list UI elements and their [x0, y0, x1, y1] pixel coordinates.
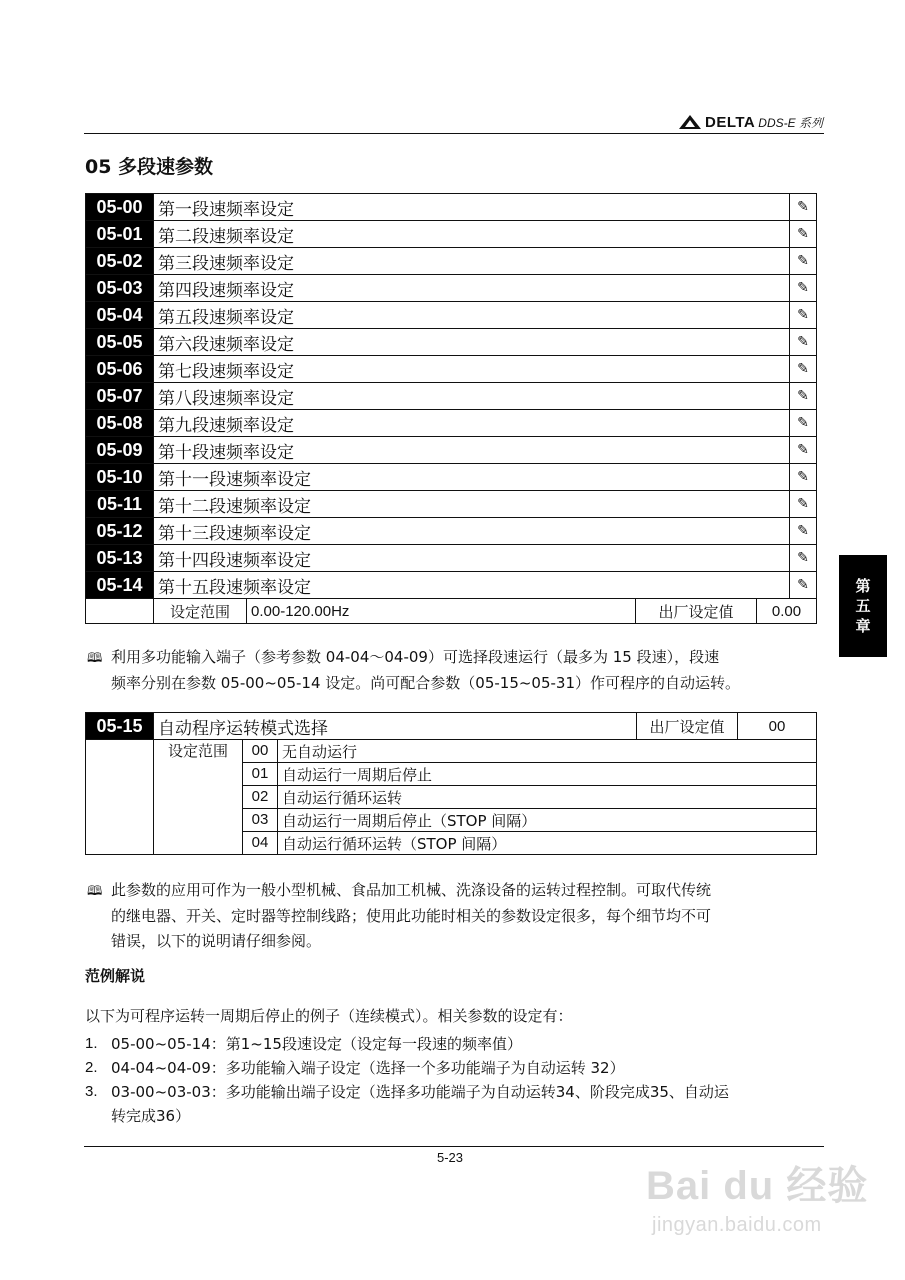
- option-cell: [243, 740, 817, 763]
- param-name: 第六段速频率设定: [154, 329, 790, 356]
- series-label: DDS-E 系列: [758, 115, 823, 130]
- multi-speed-param-table: [85, 193, 817, 624]
- param-code: 05-14: [86, 572, 154, 599]
- list-item: [85, 1056, 825, 1080]
- param-code: 05-07: [86, 383, 154, 410]
- step-number: 2.: [85, 1059, 98, 1076]
- option-text: 自动运行循环运转（STOP 间隔）: [282, 834, 507, 853]
- default-value: 0.00: [757, 599, 817, 624]
- chapter-tab: [839, 555, 887, 657]
- param-name: 第一段速频率设定: [154, 194, 790, 221]
- option-text: 自动运行循环运转: [282, 788, 403, 807]
- param-row: [86, 302, 817, 329]
- section-title: 05 多段速参数: [85, 156, 214, 178]
- default-value: 00: [738, 713, 817, 740]
- param-row: [86, 464, 817, 491]
- range-blank-cell: [86, 740, 154, 855]
- edit-pen-icon: ✎: [790, 491, 817, 518]
- param-name: 第五段速频率设定: [154, 302, 790, 329]
- edit-pen-icon: ✎: [790, 275, 817, 302]
- note-line: 频率分别在参数 05-00~05-14 设定。尚可配合参数（05-15~05-31）作可程序的自动运转。: [111, 674, 741, 692]
- auto-program-param-table: [85, 712, 817, 855]
- step-number: 1.: [85, 1035, 98, 1052]
- list-item: [85, 1104, 825, 1128]
- param-name: 第八段速频率设定: [154, 383, 790, 410]
- option-4: [243, 832, 816, 854]
- param-code: 05-04: [86, 302, 154, 329]
- param-code: 05-15: [86, 713, 154, 740]
- step-text: 05-00~05-14：第1~15段速设定（设定每一段速的频率值）: [111, 1035, 522, 1053]
- step-number: 3.: [85, 1083, 98, 1100]
- example-steps: [85, 1032, 825, 1128]
- example-intro: 以下为可程序运转一周期后停止的例子（连续模式）。相关参数的设定有：: [85, 1007, 573, 1025]
- edit-pen-icon: ✎: [790, 383, 817, 410]
- option-1: [243, 763, 816, 785]
- param-row: [86, 518, 817, 545]
- chapter-char: 五: [855, 597, 871, 615]
- option-text: 自动运行一周期后停止（STOP 间隔）: [282, 811, 537, 830]
- header-rule: [84, 133, 824, 134]
- option-cell: [243, 832, 817, 855]
- param-name: 第十二段速频率设定: [154, 491, 790, 518]
- note-application: [87, 878, 827, 954]
- step-number: [85, 1104, 111, 1128]
- param-code: 05-01: [86, 221, 154, 248]
- edit-pen-icon: ✎: [790, 464, 817, 491]
- edit-pen-icon: ✎: [790, 329, 817, 356]
- brand-name: DELTA: [705, 113, 756, 131]
- param-code: 05-13: [86, 545, 154, 572]
- param-name: 第七段速频率设定: [154, 356, 790, 383]
- param-code: 05-08: [86, 410, 154, 437]
- param-code: 05-05: [86, 329, 154, 356]
- param-code: 05-00: [86, 194, 154, 221]
- edit-pen-icon: ✎: [790, 221, 817, 248]
- list-item: [85, 1080, 825, 1104]
- page-number: 5-23: [437, 1150, 464, 1165]
- note-line: 错误，以下的说明请仔细参阅。: [111, 932, 322, 950]
- step-text: 转完成36）: [111, 1107, 191, 1125]
- param-code: 05-10: [86, 464, 154, 491]
- edit-pen-icon: ✎: [790, 356, 817, 383]
- param-name: 第十五段速频率设定: [154, 572, 790, 599]
- param-row: [86, 275, 817, 302]
- param-code: 05-02: [86, 248, 154, 275]
- watermark-url: jingyan.baidu.com: [652, 1214, 822, 1236]
- option-cell: [243, 763, 817, 786]
- step-text: 04-04~04-09：多功能输入端子设定（选择一个多功能端子为自动运转 32）: [111, 1059, 625, 1077]
- param-name: 第十四段速频率设定: [154, 545, 790, 572]
- param-name: 自动程序运转模式选择: [154, 713, 637, 740]
- edit-pen-icon: ✎: [790, 248, 817, 275]
- param-name: 第九段速频率设定: [154, 410, 790, 437]
- option-cell: [243, 786, 817, 809]
- param-row: [86, 437, 817, 464]
- edit-pen-icon: ✎: [790, 437, 817, 464]
- example-title: 范例解说: [85, 967, 146, 985]
- param-row: [86, 410, 817, 437]
- note-line: [87, 878, 827, 904]
- option-code: 02: [243, 786, 278, 808]
- param15-header-row: [86, 713, 817, 740]
- option-0: [243, 740, 816, 762]
- param-code: 05-03: [86, 275, 154, 302]
- step-text: 03-00~03-03：多功能输出端子设定（选择多功能端子为自动运转34、阶段完成35、自动运: [111, 1083, 729, 1101]
- param-row: [86, 221, 817, 248]
- param-row: [86, 545, 817, 572]
- param-row: [86, 491, 817, 518]
- option-row: [86, 740, 817, 763]
- option-3: [243, 809, 816, 831]
- option-2: [243, 786, 816, 808]
- range-value: 0.00-120.00Hz: [247, 599, 636, 624]
- default-label: 出厂设定值: [636, 599, 757, 624]
- option-text: 自动运行一周期后停止: [282, 765, 433, 784]
- param-row: [86, 383, 817, 410]
- range-blank-cell: [86, 599, 154, 624]
- range-label: 设定范围: [154, 599, 247, 624]
- param-name: 第二段速频率设定: [154, 221, 790, 248]
- edit-pen-icon: ✎: [790, 572, 817, 599]
- note-line: [87, 645, 827, 671]
- note-text: 此参数的应用可作为一般小型机械、食品加工机械、洗涤设备的运转过程控制。可取代传统: [111, 881, 712, 899]
- edit-pen-icon: ✎: [790, 302, 817, 329]
- param-name: 第十一段速频率设定: [154, 464, 790, 491]
- default-label: 出厂设定值: [637, 713, 738, 740]
- option-code: 01: [243, 763, 278, 785]
- option-code: 04: [243, 832, 278, 854]
- param-code: 05-11: [86, 491, 154, 518]
- option-code: 00: [243, 740, 278, 762]
- note-multi-speed: [87, 645, 827, 696]
- param-row: [86, 329, 817, 356]
- footer-rule: [84, 1146, 824, 1147]
- param-row: [86, 572, 817, 599]
- param-name: 第十段速频率设定: [154, 437, 790, 464]
- watermark-logo: Bai du 经验: [646, 1164, 869, 1208]
- delta-logo-icon: [678, 114, 702, 130]
- range-label: 设定范围: [154, 740, 243, 855]
- book-icon: 🕮: [87, 651, 103, 666]
- param-code: 05-06: [86, 356, 154, 383]
- note-line: 的继电器、开关、定时器等控制线路；使用此功能时相关的参数设定很多，每个细节均不可: [111, 907, 712, 925]
- option-text: 无自动运行: [282, 742, 358, 761]
- param-name: 第四段速频率设定: [154, 275, 790, 302]
- edit-pen-icon: ✎: [790, 194, 817, 221]
- chapter-char: 第: [855, 577, 871, 595]
- param-name: 第三段速频率设定: [154, 248, 790, 275]
- list-item: [85, 1032, 825, 1056]
- brand-header: [678, 112, 823, 132]
- option-code: 03: [243, 809, 278, 831]
- param-row: [86, 194, 817, 221]
- chapter-char: 章: [855, 617, 871, 635]
- edit-pen-icon: ✎: [790, 545, 817, 572]
- param-code: 05-09: [86, 437, 154, 464]
- note-text: 利用多功能输入端子（参考参数 04-04～04-09）可选择段速运行（最多为 15 段速），段速: [111, 648, 720, 666]
- param-name: 第十三段速频率设定: [154, 518, 790, 545]
- param-code: 05-12: [86, 518, 154, 545]
- param-row: [86, 356, 817, 383]
- edit-pen-icon: ✎: [790, 518, 817, 545]
- param-row: [86, 248, 817, 275]
- edit-pen-icon: ✎: [790, 410, 817, 437]
- option-cell: [243, 809, 817, 832]
- book-icon: 🕮: [87, 884, 103, 899]
- baidu-watermark: [640, 1150, 880, 1245]
- range-row: [86, 599, 817, 624]
